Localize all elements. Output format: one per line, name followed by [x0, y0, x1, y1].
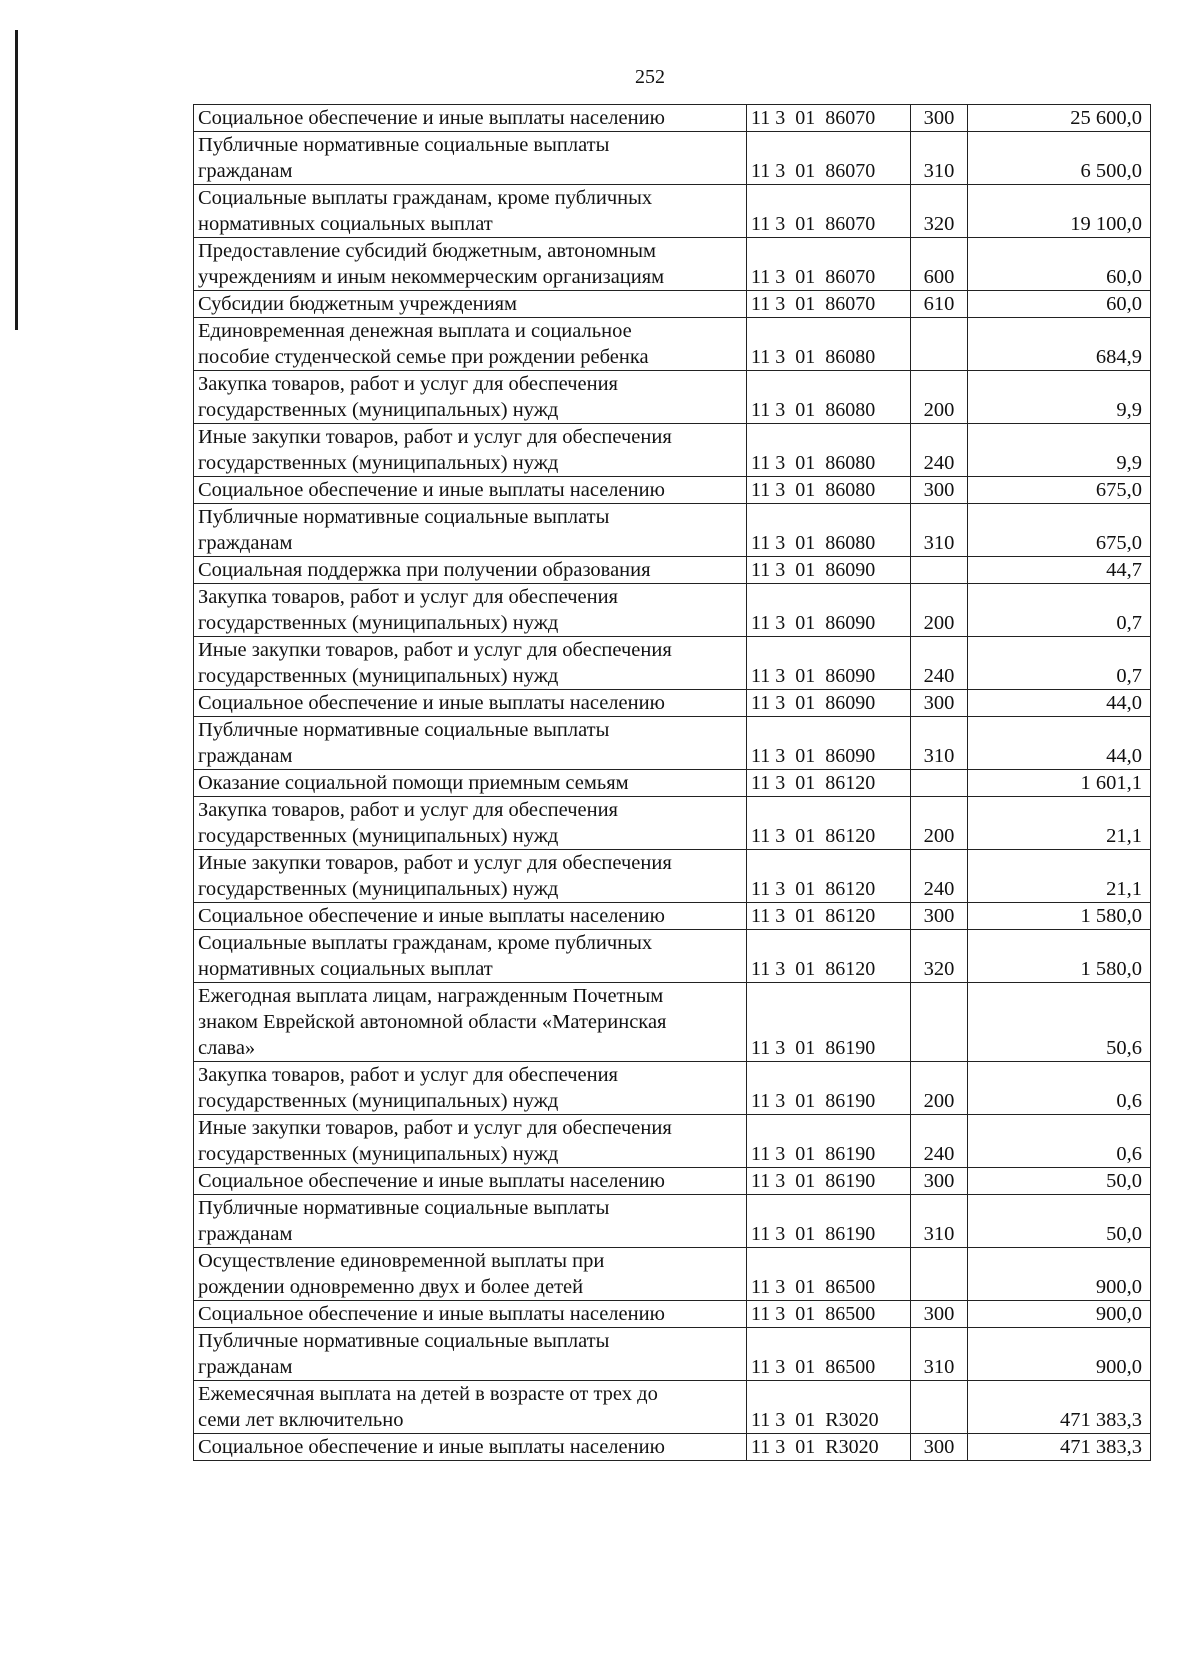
row-amount-cell: 60,0 — [968, 238, 1151, 291]
row-code-cell: 11 3 01 86120 — [747, 930, 911, 983]
row-amount-cell: 471 383,3 — [968, 1434, 1151, 1461]
row-code-cell: 11 3 01 86070 — [747, 238, 911, 291]
row-code-cell: 11 3 01 86080 — [747, 371, 911, 424]
row-code-cell: 11 3 01 86090 — [747, 717, 911, 770]
row-expense-type-cell: 240 — [911, 850, 968, 903]
row-amount-cell: 675,0 — [968, 477, 1151, 504]
row-expense-type-cell: 610 — [911, 291, 968, 318]
row-code-cell: 11 3 01 86080 — [747, 477, 911, 504]
row-name-cell: Оказание социальной помощи приемным семьям — [194, 770, 747, 797]
table-row — [194, 1248, 1151, 1301]
row-code-cell: 11 3 01 86190 — [747, 983, 911, 1062]
row-name-cell: Публичные нормативные социальные выплаты гражданам — [194, 132, 747, 185]
row-amount-cell: 675,0 — [968, 504, 1151, 557]
budget-table — [193, 104, 1151, 1461]
row-expense-type-cell: 200 — [911, 1062, 968, 1115]
row-expense-type-cell: 300 — [911, 903, 968, 930]
table-row — [194, 770, 1151, 797]
row-name-cell: Социальные выплаты гражданам, кроме публичных нормативных социальных выплат — [194, 930, 747, 983]
row-name-cell: Закупка товаров, работ и услуг для обеспечения государственных (муниципальных) нужд — [194, 371, 747, 424]
row-expense-type-cell: 300 — [911, 477, 968, 504]
row-amount-cell: 900,0 — [968, 1301, 1151, 1328]
row-amount-cell: 6 500,0 — [968, 132, 1151, 185]
row-amount-cell: 9,9 — [968, 371, 1151, 424]
row-name-cell: Социальное обеспечение и иные выплаты населению — [194, 105, 747, 132]
table-row — [194, 983, 1151, 1062]
table-row — [194, 557, 1151, 584]
row-amount-cell: 0,7 — [968, 584, 1151, 637]
row-amount-cell: 1 601,1 — [968, 770, 1151, 797]
row-code-cell: 11 3 01 86190 — [747, 1195, 911, 1248]
row-expense-type-cell: 240 — [911, 1115, 968, 1168]
row-code-cell: 11 3 01 86080 — [747, 318, 911, 371]
budget-table-body — [194, 105, 1151, 1461]
page-number: 252 — [635, 66, 665, 88]
row-name-cell: Предоставление субсидий бюджетным, автономным учреждениям и иным некоммерческим организациям — [194, 238, 747, 291]
table-row — [194, 477, 1151, 504]
row-name-cell: Закупка товаров, работ и услуг для обеспечения государственных (муниципальных) нужд — [194, 1062, 747, 1115]
row-name-cell: Социальные выплаты гражданам, кроме публичных нормативных социальных выплат — [194, 185, 747, 238]
row-name-cell: Социальное обеспечение и иные выплаты населению — [194, 1301, 747, 1328]
row-expense-type-cell — [911, 1248, 968, 1301]
table-row — [194, 504, 1151, 557]
row-expense-type-cell: 300 — [911, 690, 968, 717]
row-expense-type-cell: 200 — [911, 584, 968, 637]
row-name-cell: Социальная поддержка при получении образования — [194, 557, 747, 584]
row-name-cell: Социальное обеспечение и иные выплаты населению — [194, 477, 747, 504]
row-code-cell: 11 3 01 86120 — [747, 903, 911, 930]
row-code-cell: 11 3 01 86070 — [747, 291, 911, 318]
row-expense-type-cell: 600 — [911, 238, 968, 291]
row-expense-type-cell: 310 — [911, 717, 968, 770]
row-amount-cell: 471 383,3 — [968, 1381, 1151, 1434]
row-amount-cell: 50,0 — [968, 1195, 1151, 1248]
row-code-cell: 11 3 01 86090 — [747, 637, 911, 690]
row-code-cell: 11 3 01 86090 — [747, 557, 911, 584]
row-code-cell: 11 3 01 86070 — [747, 132, 911, 185]
row-amount-cell: 0,6 — [968, 1062, 1151, 1115]
table-row — [194, 903, 1151, 930]
row-amount-cell: 60,0 — [968, 291, 1151, 318]
row-expense-type-cell: 320 — [911, 185, 968, 238]
table-row — [194, 132, 1151, 185]
row-expense-type-cell: 310 — [911, 1195, 968, 1248]
table-row — [194, 850, 1151, 903]
row-name-cell: Иные закупки товаров, работ и услуг для обеспечения государственных (муниципальных) нужд — [194, 637, 747, 690]
row-name-cell: Единовременная денежная выплата и социальное пособие студенческой семье при рождении ребенка — [194, 318, 747, 371]
row-expense-type-cell: 300 — [911, 1301, 968, 1328]
row-expense-type-cell — [911, 318, 968, 371]
row-code-cell: 11 3 01 86090 — [747, 584, 911, 637]
row-expense-type-cell: 240 — [911, 424, 968, 477]
row-expense-type-cell — [911, 770, 968, 797]
row-name-cell: Закупка товаров, работ и услуг для обеспечения государственных (муниципальных) нужд — [194, 584, 747, 637]
row-amount-cell: 1 580,0 — [968, 903, 1151, 930]
row-amount-cell: 44,0 — [968, 690, 1151, 717]
table-row — [194, 930, 1151, 983]
row-amount-cell: 21,1 — [968, 797, 1151, 850]
table-row — [194, 1062, 1151, 1115]
row-expense-type-cell: 300 — [911, 105, 968, 132]
table-row — [194, 1381, 1151, 1434]
table-row — [194, 717, 1151, 770]
table-row — [194, 105, 1151, 132]
row-amount-cell: 1 580,0 — [968, 930, 1151, 983]
row-code-cell: 11 3 01 86080 — [747, 504, 911, 557]
row-name-cell: Публичные нормативные социальные выплаты гражданам — [194, 1328, 747, 1381]
row-code-cell: 11 3 01 86070 — [747, 105, 911, 132]
row-amount-cell: 44,7 — [968, 557, 1151, 584]
row-amount-cell: 9,9 — [968, 424, 1151, 477]
row-amount-cell: 25 600,0 — [968, 105, 1151, 132]
row-code-cell: 11 3 01 86070 — [747, 185, 911, 238]
row-amount-cell: 900,0 — [968, 1328, 1151, 1381]
table-row — [194, 1328, 1151, 1381]
row-amount-cell: 0,6 — [968, 1115, 1151, 1168]
row-expense-type-cell: 200 — [911, 797, 968, 850]
row-code-cell: 11 3 01 86190 — [747, 1062, 911, 1115]
table-row — [194, 1115, 1151, 1168]
row-expense-type-cell — [911, 1381, 968, 1434]
row-amount-cell: 50,0 — [968, 1168, 1151, 1195]
row-expense-type-cell: 320 — [911, 930, 968, 983]
row-name-cell: Закупка товаров, работ и услуг для обеспечения государственных (муниципальных) нужд — [194, 797, 747, 850]
table-row — [194, 185, 1151, 238]
row-code-cell: 11 3 01 86190 — [747, 1168, 911, 1195]
table-row — [194, 424, 1151, 477]
row-amount-cell: 900,0 — [968, 1248, 1151, 1301]
table-row — [194, 797, 1151, 850]
row-expense-type-cell: 200 — [911, 371, 968, 424]
row-amount-cell: 21,1 — [968, 850, 1151, 903]
row-expense-type-cell: 300 — [911, 1168, 968, 1195]
row-amount-cell: 19 100,0 — [968, 185, 1151, 238]
row-amount-cell: 50,6 — [968, 983, 1151, 1062]
row-name-cell: Ежемесячная выплата на детей в возрасте от трех до семи лет включительно — [194, 1381, 747, 1434]
row-code-cell: 11 3 01 86080 — [747, 424, 911, 477]
row-name-cell: Публичные нормативные социальные выплаты гражданам — [194, 717, 747, 770]
table-row — [194, 1301, 1151, 1328]
row-name-cell: Социальное обеспечение и иные выплаты населению — [194, 690, 747, 717]
row-name-cell: Публичные нормативные социальные выплаты гражданам — [194, 1195, 747, 1248]
table-row — [194, 318, 1151, 371]
row-code-cell: 11 3 01 R3020 — [747, 1434, 911, 1461]
row-expense-type-cell: 310 — [911, 132, 968, 185]
row-name-cell: Публичные нормативные социальные выплаты гражданам — [194, 504, 747, 557]
row-name-cell: Иные закупки товаров, работ и услуг для обеспечения государственных (муниципальных) нужд — [194, 850, 747, 903]
row-code-cell: 11 3 01 86500 — [747, 1248, 911, 1301]
row-name-cell: Осуществление единовременной выплаты при рождении одновременно двух и более детей — [194, 1248, 747, 1301]
row-expense-type-cell: 240 — [911, 637, 968, 690]
row-code-cell: 11 3 01 R3020 — [747, 1381, 911, 1434]
row-name-cell: Социальное обеспечение и иные выплаты населению — [194, 1434, 747, 1461]
table-row — [194, 1434, 1151, 1461]
row-expense-type-cell — [911, 557, 968, 584]
row-code-cell: 11 3 01 86190 — [747, 1115, 911, 1168]
row-name-cell: Иные закупки товаров, работ и услуг для обеспечения государственных (муниципальных) нужд — [194, 424, 747, 477]
row-code-cell: 11 3 01 86500 — [747, 1301, 911, 1328]
row-name-cell: Субсидии бюджетным учреждениям — [194, 291, 747, 318]
row-amount-cell: 0,7 — [968, 637, 1151, 690]
table-row — [194, 584, 1151, 637]
table-row — [194, 291, 1151, 318]
table-row — [194, 690, 1151, 717]
row-amount-cell: 44,0 — [968, 717, 1151, 770]
table-row — [194, 1195, 1151, 1248]
row-name-cell: Иные закупки товаров, работ и услуг для обеспечения государственных (муниципальных) нужд — [194, 1115, 747, 1168]
row-code-cell: 11 3 01 86120 — [747, 850, 911, 903]
row-code-cell: 11 3 01 86120 — [747, 770, 911, 797]
row-name-cell: Ежегодная выплата лицам, награжденным Почетным знаком Еврейской автономной области «Материнская слава» — [194, 983, 747, 1062]
row-code-cell: 11 3 01 86500 — [747, 1328, 911, 1381]
table-row — [194, 238, 1151, 291]
table-row — [194, 637, 1151, 690]
row-expense-type-cell: 310 — [911, 1328, 968, 1381]
row-expense-type-cell: 300 — [911, 1434, 968, 1461]
table-row — [194, 1168, 1151, 1195]
row-name-cell: Социальное обеспечение и иные выплаты населению — [194, 1168, 747, 1195]
row-code-cell: 11 3 01 86090 — [747, 690, 911, 717]
row-expense-type-cell — [911, 983, 968, 1062]
table-row — [194, 371, 1151, 424]
row-amount-cell: 684,9 — [968, 318, 1151, 371]
row-code-cell: 11 3 01 86120 — [747, 797, 911, 850]
row-expense-type-cell: 310 — [911, 504, 968, 557]
row-name-cell: Социальное обеспечение и иные выплаты населению — [194, 903, 747, 930]
